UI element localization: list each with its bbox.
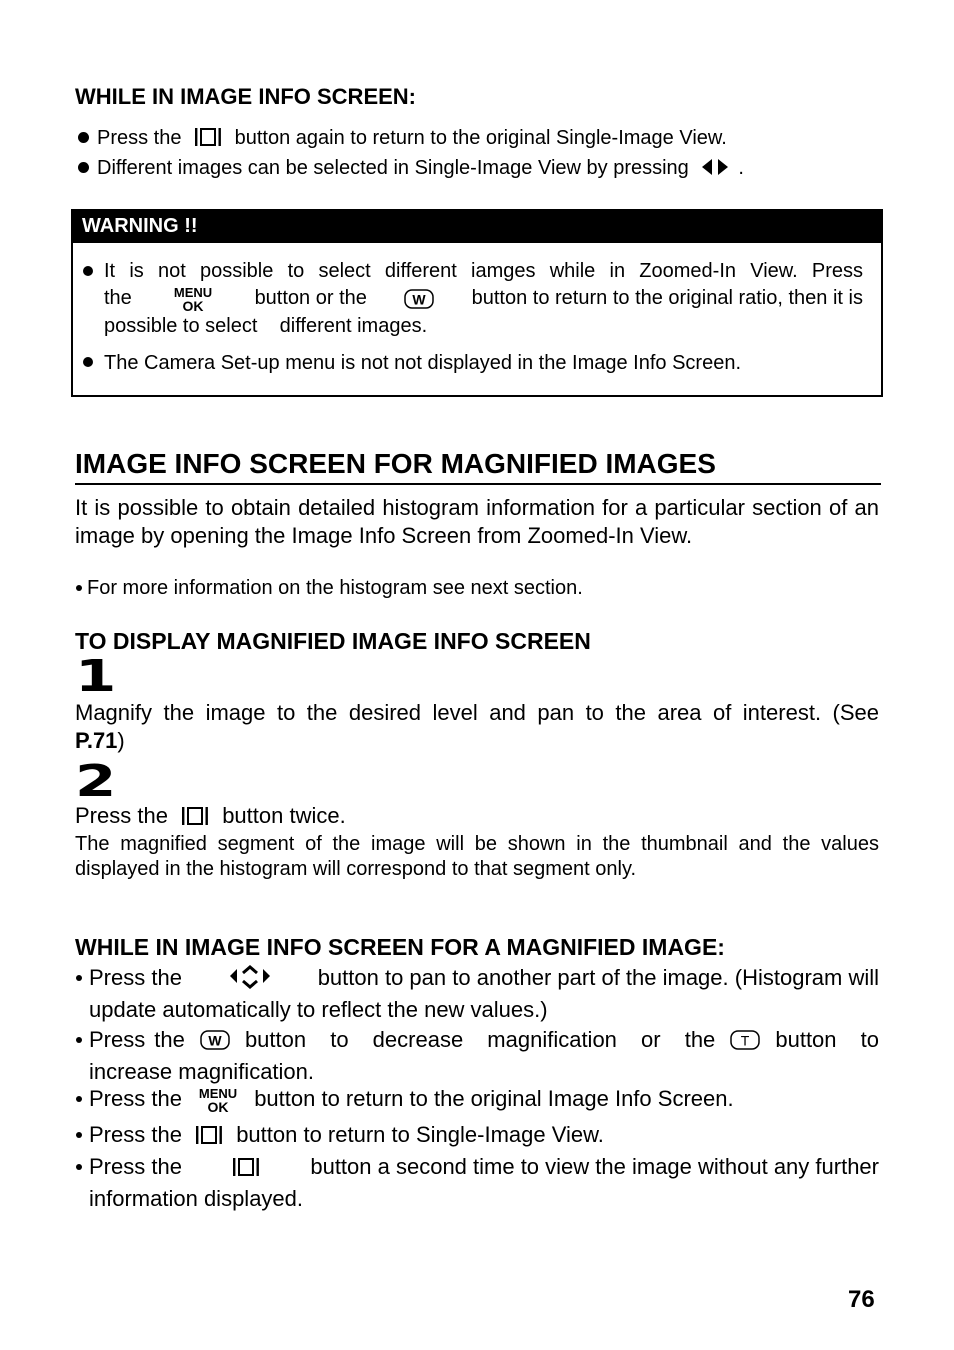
bullet <box>83 266 93 276</box>
four-way-arrows-icon <box>228 965 272 991</box>
list-item <box>76 1083 734 1115</box>
item-text-pre: Press the <box>97 127 182 149</box>
heading-underline <box>75 483 881 485</box>
item-text-line2: update automatically to reflect the new values.) <box>89 997 548 1022</box>
list-item <box>76 1024 879 1088</box>
item-text-post: button to return to the original Image Info Screen. <box>254 1086 734 1111</box>
step1-close: ) <box>117 728 125 753</box>
warning-item-1 <box>83 258 863 339</box>
warning-title: WARNING !! <box>82 215 198 237</box>
display-button-icon <box>194 1125 224 1145</box>
menu-label: MENU <box>198 1086 238 1101</box>
ok-label: OK <box>182 297 204 313</box>
warning-title-bar <box>73 211 881 243</box>
item-text-pre: Press the <box>89 1154 182 1179</box>
list-item <box>76 1151 879 1215</box>
page-reference-link[interactable]: P.71 <box>75 728 118 753</box>
list-item <box>78 127 727 150</box>
step1-line: Magnify the image to the desired level and pan to the area of interest. (See <box>75 700 879 725</box>
wide-label: W <box>208 1032 222 1049</box>
item-text-a: Press <box>89 1027 146 1052</box>
bullet <box>76 975 82 981</box>
step2-line <box>75 803 346 829</box>
bullet <box>83 357 93 367</box>
bullet <box>76 1164 82 1170</box>
item-text-b: the <box>154 1027 185 1052</box>
item-text-pre: Different images can be selected in Single-Image View by pressing <box>97 157 689 179</box>
step1-ref-line <box>75 727 879 755</box>
bullet <box>76 1037 82 1043</box>
item-text-pre: Press the <box>89 965 182 990</box>
bullet <box>76 1132 82 1138</box>
ok-label: OK <box>207 1099 229 1114</box>
item-text-post: button to pan to another part of the image. (Histogram will <box>317 965 879 990</box>
warning-item-2 <box>83 352 741 375</box>
list-item <box>76 1119 604 1151</box>
warning-text-line1: It is not possible to select different iamges while in Zoomed-In View. Press <box>104 260 863 282</box>
warning-text-mid: button or the <box>254 287 367 310</box>
menu-ok-button-icon <box>194 1086 242 1114</box>
warning-text-line3: possible to select different images. <box>104 314 428 337</box>
bullet <box>78 162 89 173</box>
page-number: 76 <box>848 1286 875 1313</box>
step2-pre: Press the <box>75 803 168 828</box>
item-text-pre: Press the <box>89 1122 182 1147</box>
section-heading-magnified-info: WHILE IN IMAGE INFO SCREEN FOR A MAGNIFIED IMAGE: <box>75 934 725 960</box>
warning-text-the: the <box>104 287 132 310</box>
display-button-icon <box>231 1157 261 1177</box>
wide-label: W <box>412 291 426 307</box>
warning-text-end: button to return to the original ratio, then it is <box>471 287 863 310</box>
step2-description: The magnified segment of the image will be shown in the thumbnail and the values displayed in the histogram will correspond to that segment only. <box>75 833 879 880</box>
section-heading-image-info: WHILE IN IMAGE INFO SCREEN: <box>75 84 416 109</box>
item-text-post: button again to return to the original Single-Image View. <box>234 127 727 149</box>
bullet <box>76 585 82 591</box>
list-item <box>78 157 744 180</box>
item-text-pre: Press the <box>89 1086 182 1111</box>
tele-label: T <box>741 1032 750 1049</box>
item-text-post: . <box>738 157 744 179</box>
item-text-d: button to <box>775 1027 879 1052</box>
warning-text: The Camera Set-up menu is not not displayed in the Image Info Screen. <box>104 352 742 374</box>
list-item <box>76 962 879 1026</box>
wide-button-icon <box>404 289 434 309</box>
section-heading-magnified: IMAGE INFO SCREEN FOR MAGNIFIED IMAGES <box>75 448 716 479</box>
section-heading-display: TO DISPLAY MAGNIFIED IMAGE INFO SCREEN <box>75 628 591 654</box>
wide-button-icon <box>200 1030 230 1050</box>
step-number-1: 1 <box>75 651 117 702</box>
display-button-icon <box>180 806 210 826</box>
step-number-2: 2 <box>75 756 117 807</box>
step1-text <box>75 699 879 755</box>
display-button-icon <box>193 127 223 147</box>
section-paragraph: It is possible to obtain detailed histogram information for a particular section of an image by opening the Image Info Screen from Zoomed-In View. <box>75 495 879 548</box>
item-text-line2: increase magnification. <box>89 1059 315 1084</box>
step2-post: button twice. <box>222 803 346 828</box>
item-text-post: button a second time to view the image without any further <box>310 1154 879 1179</box>
item-text-line2: information displayed. <box>89 1186 304 1211</box>
menu-label: MENU <box>174 284 213 300</box>
left-right-arrows-icon <box>698 157 734 177</box>
note-item <box>76 577 583 600</box>
menu-ok-button-icon <box>169 285 217 313</box>
bullet <box>78 132 89 143</box>
item-text-post: button to return to Single-Image View. <box>236 1122 604 1147</box>
item-text-c: button to decrease magnification or the <box>244 1027 716 1052</box>
note-text: For more information on the histogram see next section. <box>87 577 583 599</box>
bullet <box>76 1096 82 1102</box>
tele-button-icon <box>730 1030 760 1050</box>
